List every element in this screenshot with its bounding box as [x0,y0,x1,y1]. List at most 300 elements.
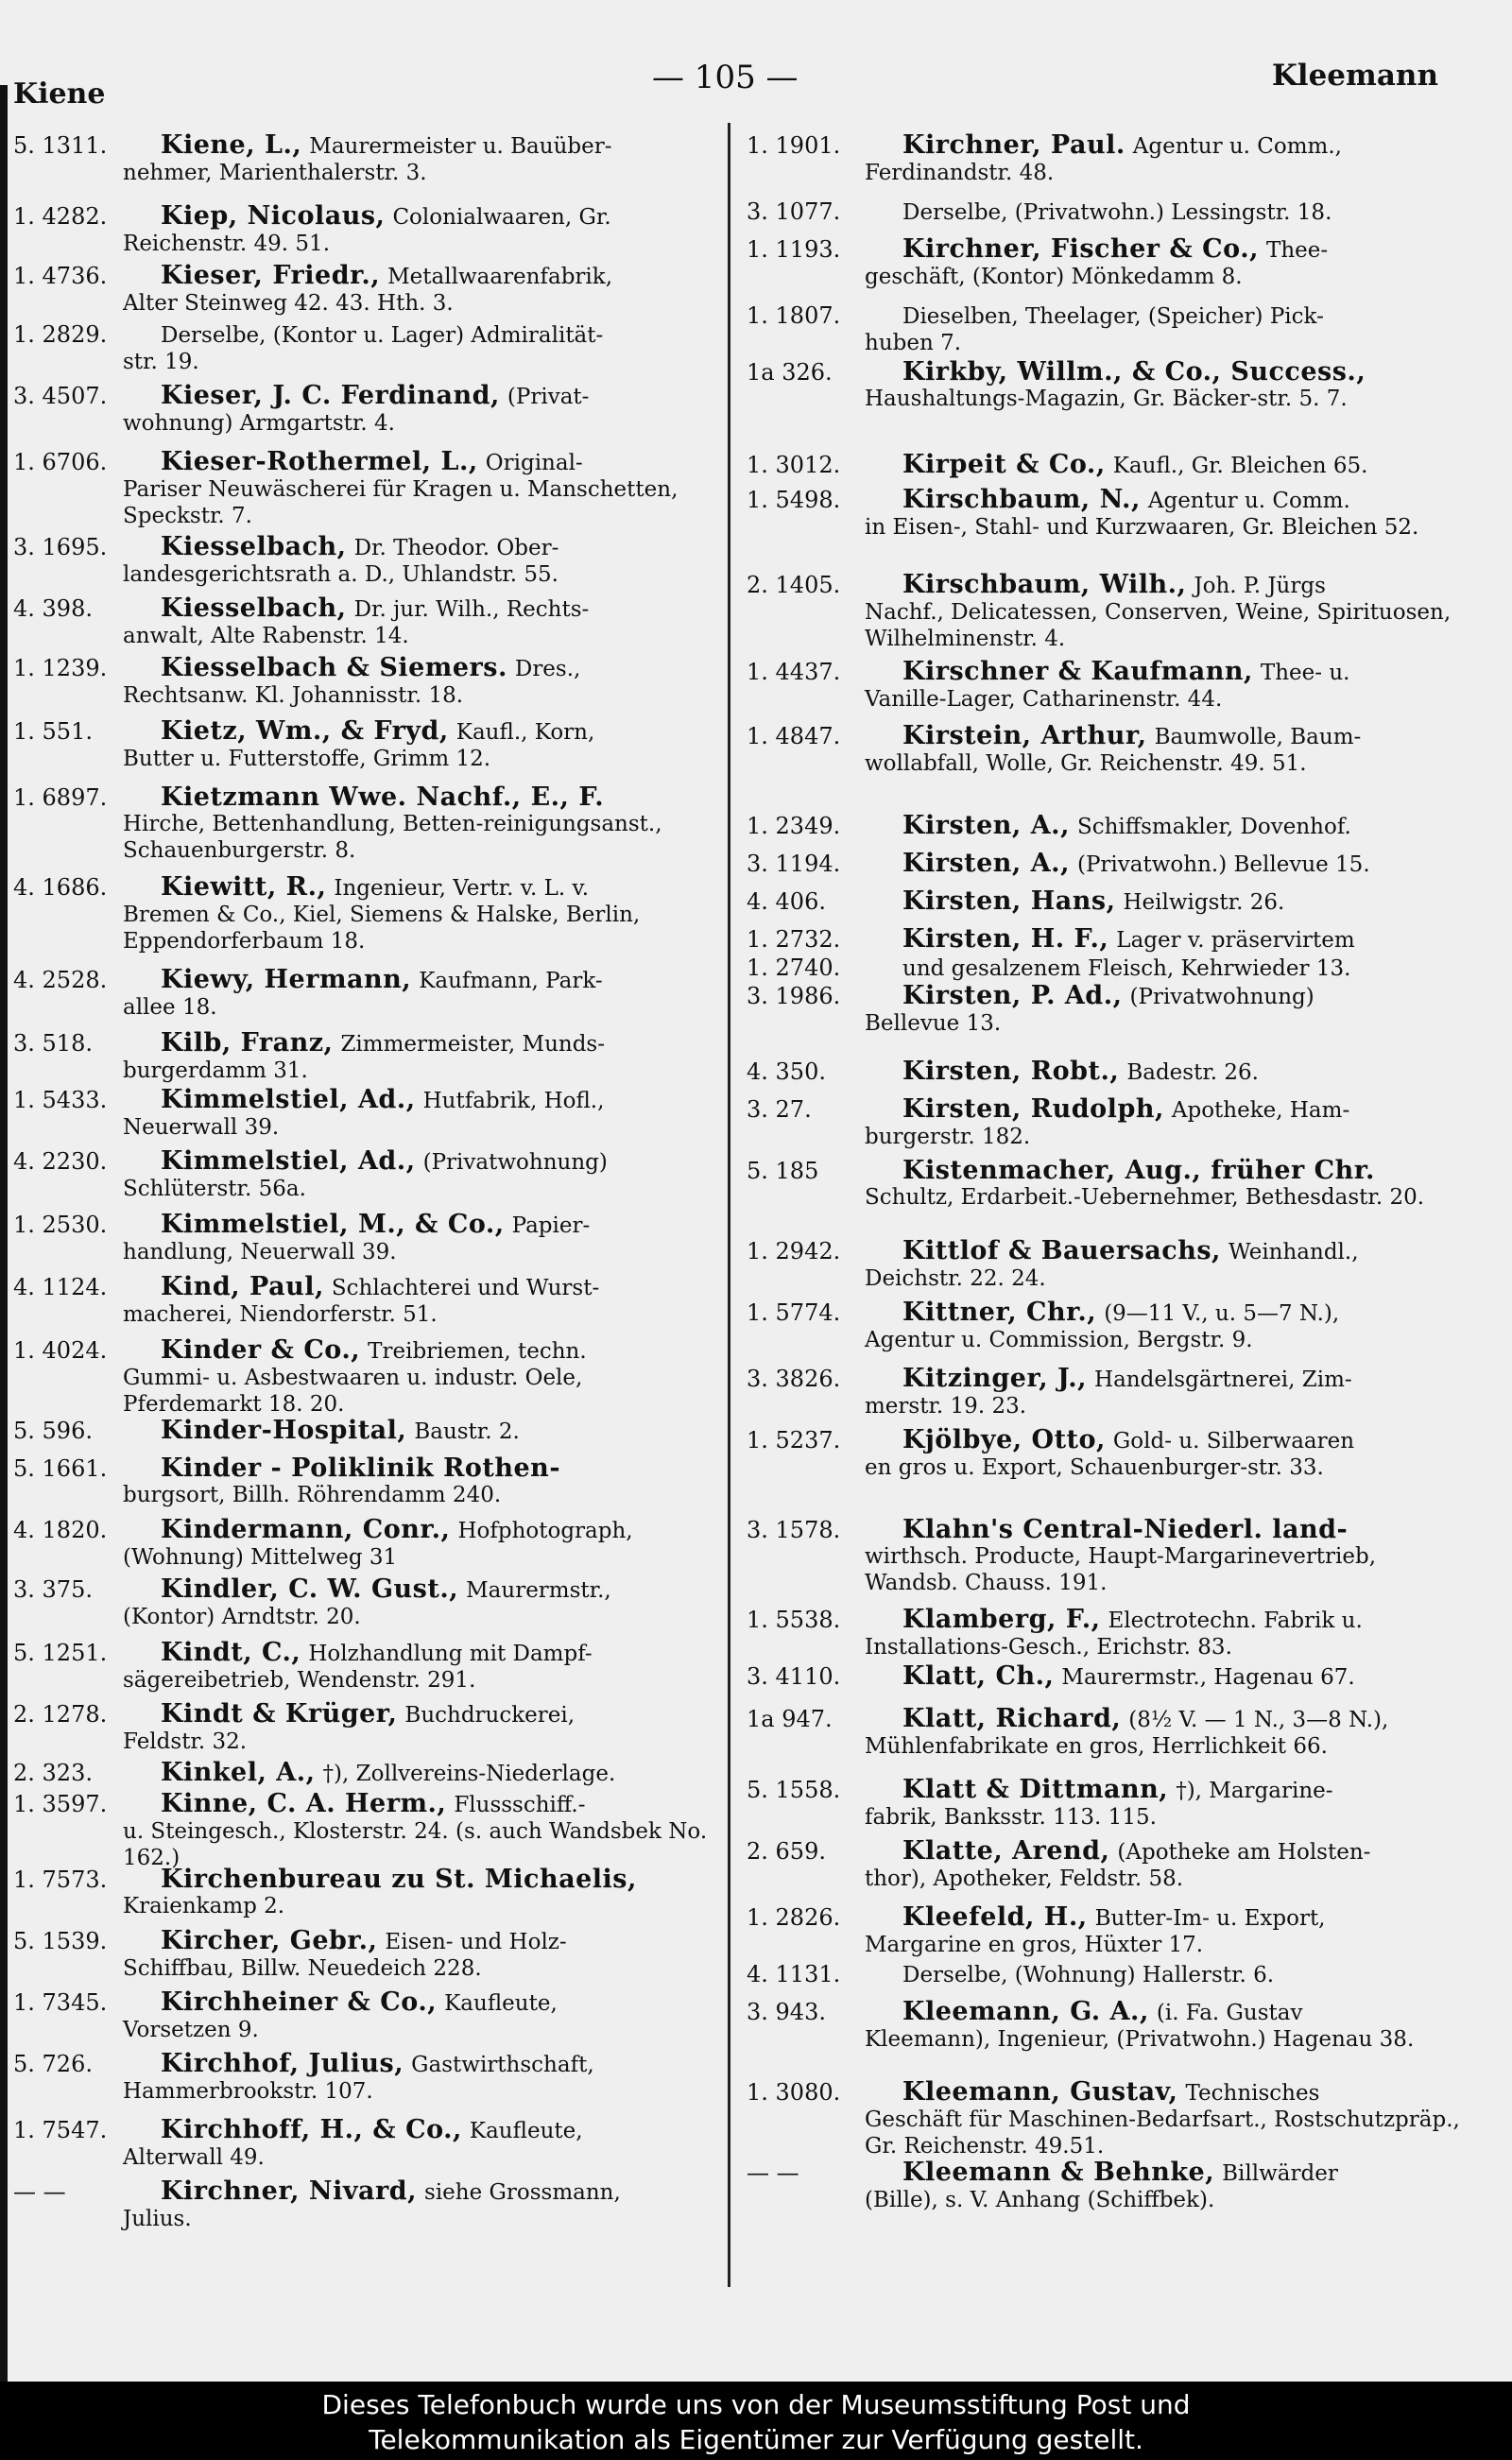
entry-subscriber-name: Klatt & Dittmann, [902,1775,1169,1804]
entry-first-line [747,1706,1474,1733]
entry-subscriber-name: Kirsten, A., [902,811,1070,840]
entry-subscriber-name: Kindermann, Conr., [161,1515,451,1544]
entry-description: Dr. Theodor. Ober- [353,536,559,560]
entry-continuation: burgerdamm 31. [123,1058,308,1083]
entry-subscriber-name: Kirsten, A., [902,849,1070,878]
entry-phone-number: 1. 4736. [13,263,108,289]
entry-subscriber-name: Kittlof & Bauersachs, [902,1236,1221,1265]
entry-description: †), Zollvereins-Niederlage. [322,1762,616,1786]
entry-phone-number: 1. 6706. [13,449,108,475]
entry-phone-number: 5. 1311. [13,132,108,159]
entry-description: und gesalzenem Fleisch, Kehrwieder 13. [902,956,1351,981]
entry-first-line [13,595,717,623]
entry-first-line [747,888,1474,916]
entry-continuation: Kraienkamp 2. [123,1894,285,1918]
entry-phone-number: 5. 726. [13,2051,93,2077]
directory-entry [13,203,717,257]
entry-phone-number: 2. 1405. [747,572,841,598]
entry-subscriber-name: Kinder-Hospital, [161,1416,407,1445]
entry-description: Baumwolle, Baum- [1154,725,1362,749]
entry-description: Apotheke, Ham- [1171,1098,1350,1123]
entry-phone-number: 5. 1251. [13,1640,108,1666]
directory-entry [747,1096,1474,1150]
entry-continuation: Hirche, Bettenhandlung, Betten-reinigungsanst., Schauenburgerstr. 8. [123,812,662,863]
entry-continuation: nehmer, Marienthalerstr. 3. [123,161,427,185]
entry-phone-number: 1. 4024. [13,1337,108,1364]
directory-entry [747,813,1474,840]
directory-entry [747,659,1474,713]
entry-description: Colonialwaaren, Gr. [392,205,611,230]
entry-phone-number: 2. 323. [13,1760,93,1786]
entry-phone-number: 1. 3080. [747,2079,841,2106]
entry-phone-number: 1. 2530. [13,1212,108,1238]
entry-description: Maurermstr., [466,1578,611,1603]
entry-description: (Privatwohn.) Bellevue 15. [1076,852,1370,877]
directory-entry [13,1640,717,1694]
entry-first-line [747,1427,1474,1454]
entry-description: Maurermeister u. Bauüber- [309,134,612,159]
directory-entry [13,1030,717,1084]
directory-entry [747,132,1474,186]
entry-subscriber-name: Kirschbaum, Wilh., [902,570,1187,599]
directory-entry [13,2051,717,2105]
entry-continuation: Nachf., Delicatessen, Conserven, Weine, Spirituosen, Wilhelminenstr. 4. [865,600,1452,651]
directory-entry [13,784,717,864]
entry-subscriber-name: Kleemann, Gustav, [902,2077,1178,2107]
directory-entry [13,1274,717,1328]
entry-subscriber-name: Kietz, Wm., & Fryd, [161,716,449,746]
entry-description: Heilwigstr. 26. [1123,890,1285,915]
entry-first-line [13,1337,717,1365]
entry-subscriber-name: Kiep, Nicolaus, [161,201,386,231]
directory-entry [747,1299,1474,1353]
entry-description: Gold- u. Silberwaaren [1112,1429,1355,1454]
page-number: — 105 — [652,59,799,96]
entry-phone-number: 1. 7345. [13,1989,108,2016]
entry-subscriber-name: Kietzmann Wwe. Nachf., E., F. [161,783,605,812]
entry-first-line [747,659,1474,686]
entry-continuation: Ferdinandstr. 48. [865,161,1055,185]
directory-entry [13,2178,717,2232]
directory-entry [747,888,1474,916]
entry-phone-number: 4. 1131. [747,1961,841,1987]
entry-continuation: Alterwall 49. [123,2145,265,2170]
entry-phone-number: 1. 4437. [747,659,841,685]
directory-entry [13,1337,717,1418]
directory-entry [747,1904,1474,1958]
entry-phone-number: 4. 1820. [13,1517,108,1543]
entry-continuation: burgsort, Billh. Röhrendamm 240. [123,1483,502,1507]
entry-phone-number: 3. 1578. [747,1517,841,1543]
directory-entry [747,723,1474,777]
directory-entry [13,1989,717,2043]
entry-first-line [747,851,1474,878]
directory-entry [747,1238,1474,1292]
entry-first-line [747,572,1474,599]
directory-entry [13,718,717,772]
entry-description: Gastwirthschaft, [411,2053,594,2077]
entry-subscriber-name: Kiesselbach, [161,532,347,561]
entry-phone-number: 1. 7547. [13,2117,108,2143]
entry-subscriber-name: Kleemann & Behnke, [902,2158,1215,2187]
entry-first-line [13,263,717,290]
entry-subscriber-name: Kircher, Gebr., [161,1926,378,1955]
entry-continuation: Haushaltungs-Magazin, Gr. Bäcker-str. 5. 7. [865,387,1348,411]
entry-continuation: Bellevue 13. [865,1011,1002,1036]
entry-phone-number: 1. 2732. [747,926,841,953]
entry-first-line [13,784,717,811]
entry-phone-number: 1. 7573. [13,1867,108,1893]
entry-continuation: geschäft, (Kontor) Mönkedamm 8. [865,265,1243,289]
entry-subscriber-name: Kirpeit & Co., [902,450,1106,479]
entry-subscriber-name: Kindt & Krüger, [161,1699,398,1729]
entry-first-line [747,487,1474,514]
entry-subscriber-name: Kirsten, Rudolph, [902,1094,1164,1124]
entry-continuation: Kleemann), Ingenieur, (Privatwohn.) Hagenau 38. [865,2027,1415,2052]
entry-continuation: Schlüterstr. 56a. [123,1177,306,1201]
entry-description: (8½ V. — 1 N., 3—8 N.), [1128,1708,1389,1732]
directory-entry [13,1760,717,1787]
entry-first-line [13,967,717,994]
entry-continuation: Schultz, Erdarbeit.-Uebernehmer, Bethesdastr. 20. [865,1185,1425,1210]
directory-entry [13,1418,717,1445]
entry-phone-number: 5. 1558. [747,1777,841,1803]
entry-first-line [13,1212,717,1239]
directory-entry [13,1576,717,1630]
entry-subscriber-name: Kieser, Friedr., [161,261,381,290]
entry-phone-number: 1. 5237. [747,1427,841,1454]
entry-phone-number: 3. 1695. [13,534,108,560]
entry-first-line [747,1999,1474,2026]
entry-description: (Privatwohnung) [1129,985,1314,1009]
directory-entry [13,1212,717,1265]
entry-phone-number: 1. 1807. [747,302,841,329]
entry-first-line [747,813,1474,840]
entry-continuation: (Kontor) Arndtstr. 20. [123,1605,361,1629]
entry-continuation: Reichenstr. 49. 51. [123,232,331,256]
entry-subscriber-name: Kirkby, Willm., & Co., Success., [902,357,1366,387]
entry-continuation: Hammerbrookstr. 107. [123,2079,373,2104]
entry-description: Dieselben, Theelager, (Speicher) Pick- [902,304,1324,329]
entry-description: (i. Fa. Gustav [1156,2001,1303,2025]
directory-entry [13,1148,717,1202]
directory-entry [13,967,717,1021]
entry-first-line [747,302,1474,330]
entry-description: Kaufl., Korn, [455,720,595,745]
directory-entry [747,1366,1474,1419]
entry-phone-number: 1. 5774. [747,1299,841,1326]
directory-entry [747,198,1474,226]
directory-entry [747,452,1474,479]
entry-description: Derselbe, (Privatwohn.) Lessingstr. 18. [902,200,1332,225]
entry-subscriber-name: Kitzinger, J., [902,1364,1088,1393]
entry-first-line [13,534,717,561]
entry-continuation: Deichstr. 22. 24. [865,1266,1046,1291]
entry-subscriber-name: Kleemann, G. A., [902,1997,1149,2026]
entry-phone-number: 1. 1193. [747,236,841,263]
entry-description: Schlachterei und Wurst- [331,1276,600,1300]
entry-continuation: wirthsch. Producte, Haupt-Margarinevertrieb, Wandsb. Chauss. 191. [865,1544,1377,1595]
directory-entry [747,1838,1474,1892]
entry-description: Joh. P. Jürgs [1194,574,1326,598]
entry-continuation: allee 18. [123,995,217,1020]
entry-description: Butter-Im- u. Export, [1094,1906,1326,1931]
entry-description: Metallwaarenfabrik, [387,265,613,289]
entry-description: Derselbe, (Wohnung) Hallerstr. 6. [902,1963,1275,1987]
entry-subscriber-name: Kirchner, Fischer & Co., [902,234,1259,264]
entry-phone-number: 1. 1239. [13,655,108,681]
entry-first-line [13,1087,717,1114]
entry-phone-number: 1. 1901. [747,132,841,159]
entry-continuation: merstr. 19. 23. [865,1394,1027,1419]
column-divider [728,123,730,2287]
entry-continuation: Alter Steinweg 42. 43. Hth. 3. [123,291,454,316]
entry-continuation: Margarine en gros, Hüxter 17. [865,1933,1204,1957]
entry-first-line [13,1418,717,1445]
entry-phone-number: 3. 4507. [13,383,108,409]
entry-first-line [747,983,1474,1010]
directory-entry [13,655,717,709]
entry-first-line [13,2178,717,2206]
entry-first-line [13,1867,717,1893]
directory-entry [747,359,1474,412]
entry-subscriber-name: Kirchhof, Julius, [161,2049,404,2078]
entry-description: Schiffsmakler, Dovenhof. [1076,815,1351,839]
entry-continuation: Butter u. Futterstoffe, Grimm 12. [123,747,491,771]
entry-description: Kaufleute, [469,2119,583,2143]
directory-entry [13,2117,717,2171]
entry-subscriber-name: Kimmelstiel, Ad., [161,1085,416,1114]
entry-continuation: Neuerwall 39. [123,1115,280,1140]
entry-phone-number: — — [13,2178,66,2205]
entry-description: (9—11 V., u. 5—7 N.), [1104,1301,1340,1326]
entry-subscriber-name: Kinder - Poliklinik Rothen- [161,1454,561,1483]
entry-phone-number: 4. 1686. [13,874,108,901]
entry-first-line [747,1607,1474,1634]
header-right-catchword: Kleemann [1271,59,1438,93]
entry-subscriber-name: Klatt, Ch., [902,1661,1055,1691]
entry-phone-number: 5. 1539. [13,1928,108,1954]
directory-entry [747,1777,1474,1831]
entry-continuation: u. Steingesch., Klosterstr. 24. (s. auch Wandsbek No. 162.) [123,1819,708,1870]
entry-subscriber-name: Kirsten, Hans, [902,886,1116,916]
entry-first-line [747,955,1474,982]
entry-description: Electrotechn. Fabrik u. [1108,1608,1363,1633]
entry-subscriber-name: Kirstein, Arthur, [902,721,1147,750]
entry-continuation: wollabfall, Wolle, Gr. Reichenstr. 49. 51. [865,751,1307,776]
entry-subscriber-name: Kirchhoff, H., & Co., [161,2115,462,2144]
directory-entry [747,1058,1474,1086]
entry-subscriber-name: Kirchheiner & Co., [161,1987,438,2017]
entry-subscriber-name: Klahn's Central-Niederl. land- [902,1515,1349,1544]
entry-phone-number: 1. 2740. [747,955,841,981]
entry-phone-number: 1. 551. [13,718,93,745]
entry-subscriber-name: Kirchner, Paul. [902,130,1125,160]
entry-description: Maurermstr., Hagenau 67. [1061,1665,1355,1690]
entry-subscriber-name: Kiesselbach & Siemers. [161,653,507,682]
entry-first-line [13,449,717,476]
entry-first-line [13,1928,717,1955]
footer-line-1: Dieses Telefonbuch wurde uns von der Museumsstiftung Post und [321,2389,1191,2420]
entry-description: Lager v. präservirtem [1116,928,1355,953]
page-edge-shadow [0,85,8,2382]
entry-subscriber-name: Kjölbye, Otto, [902,1425,1106,1454]
entry-description: Zimmermeister, Munds- [340,1032,605,1057]
entry-continuation: (Bille), s. V. Anhang (Schiffbek). [865,2188,1215,2212]
entry-phone-number: 5. 185 [747,1158,819,1184]
directory-entry [13,1087,717,1141]
entry-continuation: Mühlenfabrikate en gros, Herrlichkeit 66. [865,1734,1328,1759]
entry-description: siehe Grossmann, [424,2180,621,2205]
entry-subscriber-name: Kirsten, H. F., [902,924,1109,954]
entry-phone-number: 1. 5538. [747,1607,841,1633]
directory-entry [747,1999,1474,2053]
entry-description: Kaufl., Gr. Bleichen 65. [1112,454,1368,478]
entry-first-line [13,1517,717,1544]
entry-phone-number: 1. 5498. [747,487,841,513]
entry-subscriber-name: Klatte, Arend, [902,1836,1110,1866]
entry-continuation: fabrik, Banksstr. 113. 115. [865,1805,1157,1830]
directory-entry [747,487,1474,541]
directory-entry [747,572,1474,652]
entry-subscriber-name: Kieser, J. C. Ferdinand, [161,381,500,410]
directory-entry [13,1867,717,1919]
entry-subscriber-name: Kilb, Franz, [161,1028,334,1058]
entry-description: Technisches [1185,2081,1320,2106]
directory-entry [13,874,717,955]
entry-continuation: sägereibetrieb, Wendenstr. 291. [123,1668,476,1693]
entry-description: Kaufmann, Park- [419,969,603,993]
directory-entry [747,1663,1474,1691]
entry-first-line [747,723,1474,750]
entry-continuation: handlung, Neuerwall 39. [123,1240,397,1264]
entry-first-line [747,1961,1474,1988]
entry-continuation: Geschäft für Maschinen-Bedarfsart., Rostschutzpräp., Gr. Reichenstr. 49.51. [865,2107,1460,2159]
entry-subscriber-name: Kirchenbureau zu St. Michaelis, [161,1865,637,1894]
entry-continuation: str. 19. [123,350,199,374]
entry-first-line [747,236,1474,264]
entry-subscriber-name: Kirchner, Nivard, [161,2176,418,2206]
entry-description: Badestr. 26. [1126,1060,1259,1085]
entry-continuation: anwalt, Alte Rabenstr. 14. [123,624,409,648]
directory-entry [747,1427,1474,1481]
entry-first-line [747,359,1474,386]
directory-entry [13,534,717,588]
entry-phone-number: 3. 943. [747,1999,826,2025]
directory-entry [747,1607,1474,1660]
entry-phone-number: 3. 4110. [747,1663,841,1690]
directory-entry [13,263,717,317]
entry-description: Buchdruckerei, [404,1703,576,1728]
entry-first-line [13,2051,717,2078]
entry-phone-number: 3. 1986. [747,983,841,1009]
entry-subscriber-name: Klamberg, F., [902,1605,1101,1634]
entry-subscriber-name: Kinne, C. A. Herm., [161,1789,447,1818]
entry-description: Derselbe, (Kontor u. Lager) Admiralität- [161,323,604,348]
entry-continuation: Feldstr. 32. [123,1729,248,1754]
entry-continuation: landesgerichtsrath a. D., Uhlandstr. 55. [123,562,558,587]
directory-entry [13,132,717,186]
entry-first-line [13,1760,717,1787]
entry-first-line [13,1148,717,1176]
entry-first-line [13,1701,717,1729]
entry-subscriber-name: Kleefeld, H., [902,1902,1088,1932]
entry-continuation: (Wohnung) Mittelweg 31 [123,1545,398,1570]
entry-description: Baustr. 2. [414,1419,520,1444]
directory-entry [13,383,717,437]
entry-first-line [13,874,717,902]
directory-entry [13,1701,717,1755]
entry-subscriber-name: Kirschner & Kaufmann, [902,657,1253,686]
entry-subscriber-name: Kirsten, P. Ad., [902,981,1123,1010]
directory-entry [747,1961,1474,1988]
entry-continuation: Schiffbau, Billw. Neuedeich 228. [123,1956,482,1981]
entry-first-line [13,1455,717,1482]
entry-continuation: en gros u. Export, Schauenburger-str. 33. [865,1455,1324,1480]
entry-phone-number: 1a 947. [747,1706,833,1732]
entry-continuation: Agentur u. Commission, Bergstr. 9. [865,1328,1253,1352]
entry-phone-number: 1. 2829. [13,321,108,348]
entry-first-line [747,132,1474,160]
entry-description: Weinhandl., [1228,1240,1359,1264]
directory-entry [13,1455,717,1508]
entry-first-line [747,1058,1474,1086]
entry-phone-number: 4. 2230. [13,1148,108,1175]
entry-description: Hofphotograph, [457,1519,633,1543]
entry-first-line [13,1030,717,1058]
entry-description: Hutfabrik, Hofl., [422,1089,605,1113]
entry-description: Kaufleute, [444,1991,558,2016]
entry-description: Handelsgärtnerei, Zim- [1094,1368,1352,1392]
entry-phone-number: 4. 398. [13,595,93,622]
entry-phone-number: 3. 375. [13,1576,93,1603]
directory-entry [13,595,717,649]
entry-subscriber-name: Kirschbaum, N., [902,485,1141,514]
entry-subscriber-name: Kieser-Rothermel, L., [161,447,478,476]
entry-phone-number: 3. 27. [747,1096,812,1123]
entry-description: Eisen- und Holz- [385,1930,567,1954]
entry-subscriber-name: Kistenmacher, Aug., früher Chr. [902,1156,1375,1185]
directory-entry [747,302,1474,356]
entry-first-line [747,1838,1474,1866]
directory-entry [13,1928,717,1982]
entry-description: (Apotheke am Holsten- [1117,1840,1371,1865]
entry-subscriber-name: Kindler, C. W. Gust., [161,1574,459,1604]
entry-subscriber-name: Kindt, C., [161,1638,301,1667]
directory-entry [747,1158,1474,1211]
entry-first-line [13,1274,717,1301]
entry-subscriber-name: Kimmelstiel, Ad., [161,1146,416,1176]
entry-description: (Privatwohnung) [422,1150,608,1175]
entry-first-line [13,655,717,682]
entry-phone-number: 1. 2826. [747,1904,841,1931]
directory-entry [747,236,1474,290]
entry-continuation: Gummi- u. Asbestwaaren u. industr. Oele, Pferdemarkt 18. 20. [123,1366,583,1417]
entry-phone-number: 1a 326. [747,359,833,386]
entry-first-line [747,1366,1474,1393]
entry-first-line [747,2079,1474,2107]
entry-first-line [747,1158,1474,1184]
directory-entry [13,1517,717,1571]
entry-continuation: Vorsetzen 9. [123,2018,259,2042]
entry-phone-number: 1. 3012. [747,452,841,478]
entry-phone-number: 1. 6897. [13,784,108,811]
directory-entry [747,1706,1474,1760]
entry-first-line [13,718,717,746]
entry-phone-number: 2. 659. [747,1838,826,1865]
entry-description: Thee- u. [1260,661,1350,685]
entry-description: Holzhandlung mit Dampf- [308,1642,593,1666]
